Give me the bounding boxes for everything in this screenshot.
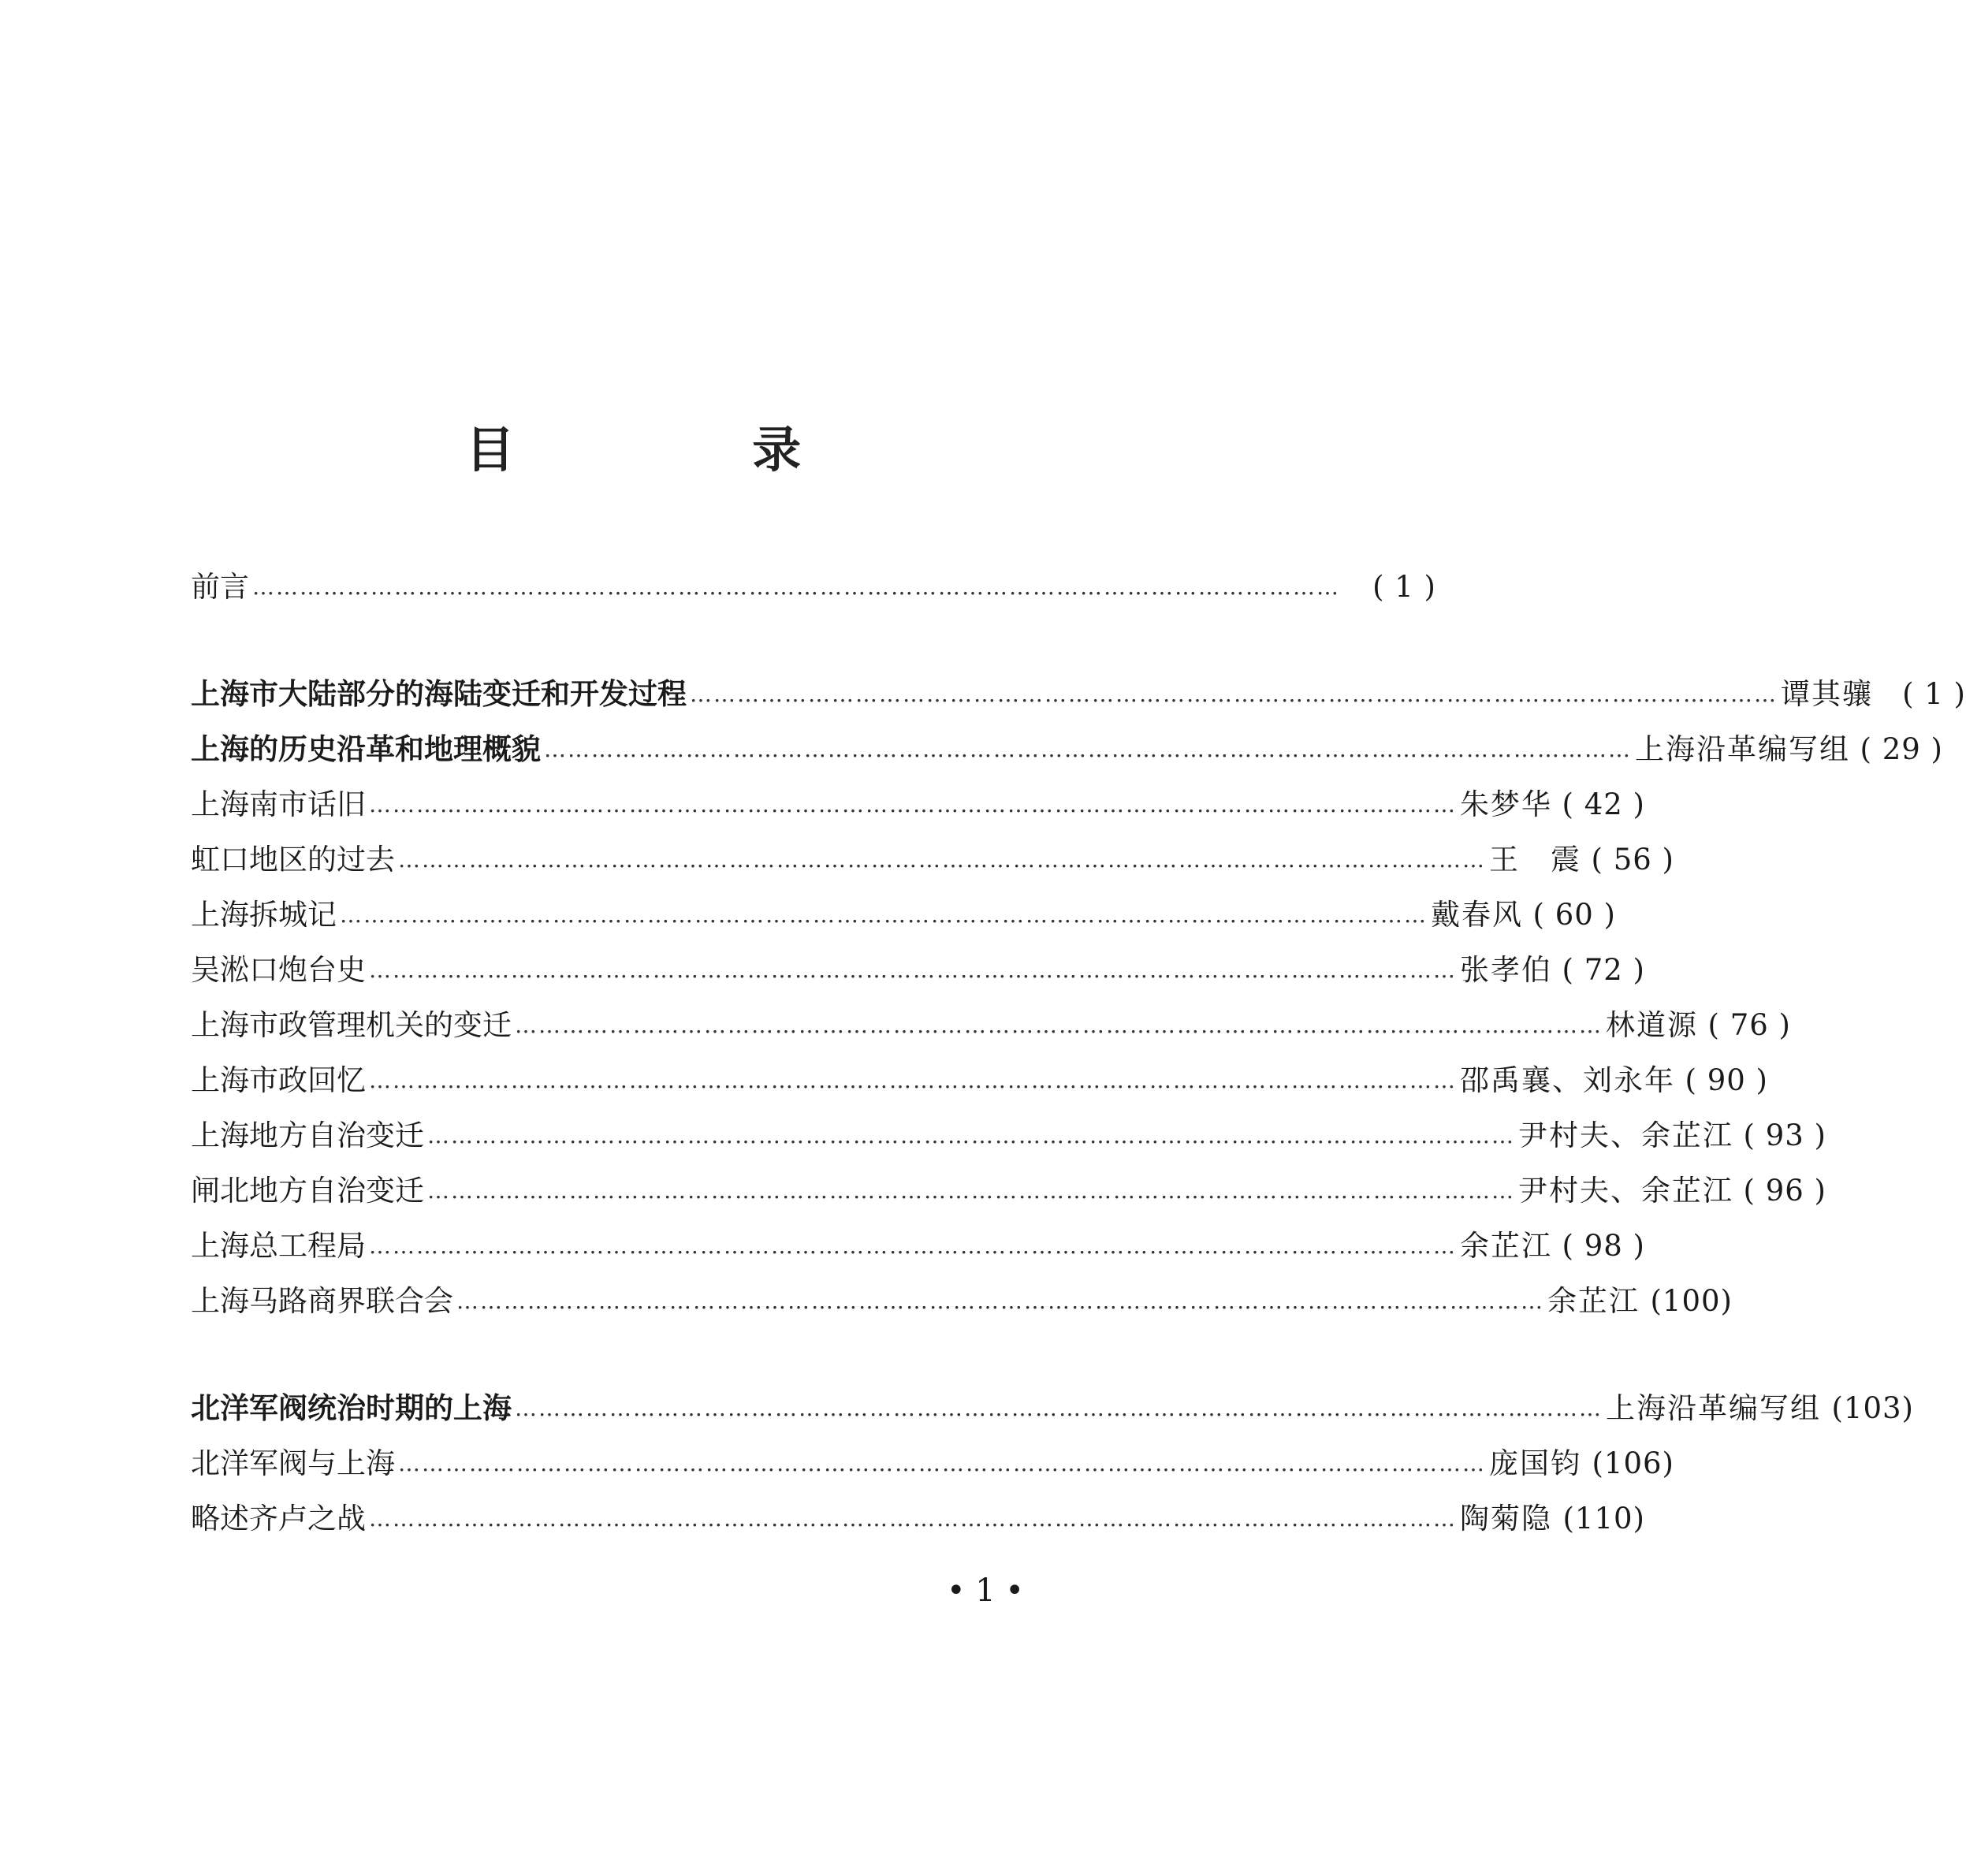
toc-entry-author: 王 震 [1489, 843, 1581, 877]
toc-leader-dots: ………………………………………………………………………………………………………………………… [515, 1012, 1603, 1038]
toc-leader-dots: ………………………………………………………………………………………………………………………… [690, 681, 1778, 707]
toc-entry-page: ( 60 ) [1532, 898, 1616, 932]
toc-leader-dots: ………………………………………………………………………………………………………………………… [369, 791, 1457, 817]
toc-entry-title: 上海地方自治变迁 [191, 1119, 424, 1152]
toc-leader-dots: ………………………………………………………………………………………………………………………… [398, 847, 1486, 873]
toc-entry [191, 1053, 1768, 1108]
toc-entry [191, 1436, 1674, 1491]
toc-leader-dots: ………………………………………………………………………………………………………………………… [369, 957, 1457, 983]
toc-entry-author: 谭其骧 [1781, 677, 1873, 711]
page-number: • 1 • [946, 1573, 1025, 1609]
table-of-contents [191, 560, 1966, 1547]
toc-entry-title: 上海的历史沿革和地理概貌 [191, 732, 541, 766]
toc-entry-page: ( 98 ) [1562, 1229, 1645, 1263]
page-title: 目 录 [465, 421, 912, 478]
toc-leader-dots: ………………………………………………………………………………………………………………………… [427, 1122, 1515, 1148]
toc-entry-page: (110) [1562, 1502, 1645, 1535]
toc-entry-author: 邵禹襄、刘永年 [1460, 1063, 1675, 1097]
toc-entry-page: ( 93 ) [1743, 1119, 1826, 1152]
toc-entry-title: 上海马路商界联合会 [191, 1284, 453, 1318]
toc-entry [191, 1274, 1733, 1329]
toc-entry-author: 戴春风 [1431, 898, 1523, 932]
toc-entry [191, 667, 1966, 722]
toc-entry-title: 北洋军阀统治时期的上海 [191, 1391, 512, 1425]
toc-entry [191, 722, 1943, 777]
toc-entry-page: ( 1 ) [1902, 677, 1966, 711]
toc-entry-page: (106) [1592, 1446, 1674, 1480]
toc-section [191, 560, 1436, 615]
toc-entry-page: ( 76 ) [1707, 1008, 1791, 1042]
toc-entry-title: 略述齐卢之战 [191, 1502, 366, 1535]
toc-entry-title: 闸北地方自治变迁 [191, 1174, 424, 1208]
toc-entry [191, 1381, 1914, 1436]
toc-entry-author: 尹村夫、余芷江 [1518, 1119, 1733, 1152]
toc-entry-author: 林道源 [1606, 1008, 1698, 1042]
toc-entry [191, 777, 1645, 832]
toc-entry [191, 560, 1436, 615]
toc-leader-dots: ………………………………………………………………………………………………………………………… [369, 1067, 1457, 1093]
toc-entry-author: 上海沿革编写组 [1606, 1391, 1821, 1425]
toc-entry [191, 943, 1645, 998]
toc-section [191, 667, 1966, 1329]
toc-leader-dots: ………………………………………………………………………………………………………………………… [515, 1395, 1603, 1421]
toc-entry-title: 上海市政回忆 [191, 1063, 366, 1097]
toc-entry [191, 1108, 1826, 1163]
toc-entry-title: 虹口地区的过去 [191, 843, 395, 877]
toc-entry-author: 余芷江 [1460, 1229, 1552, 1263]
toc-leader-dots: ………………………………………………………………………………………………………………………… [456, 1288, 1544, 1314]
toc-leader-dots: ………………………………………………………………………………………………………………………… [398, 1450, 1486, 1476]
toc-entry-title: 上海总工程局 [191, 1229, 366, 1263]
toc-leader-dots: ………………………………………………………………………………………………………………………… [369, 1233, 1457, 1259]
toc-entry-page: (100) [1650, 1284, 1733, 1318]
toc-leader-dots: ………………………………………………………………………………………………………………………… [544, 736, 1632, 762]
toc-entry-title: 上海拆城记 [191, 898, 337, 932]
toc-entry-author: 余芷江 [1547, 1284, 1640, 1318]
toc-entry-title: 吴淞口炮台史 [191, 953, 366, 987]
toc-entry-title: 北洋军阀与上海 [191, 1446, 395, 1480]
toc-entry-title: 前言 [191, 570, 249, 604]
toc-entry-author: 庞国钧 [1489, 1446, 1581, 1480]
toc-entry-title: 上海市大陆部分的海陆变迁和开发过程 [191, 677, 687, 711]
toc-leader-dots: ………………………………………………………………………………………………………………………… [427, 1178, 1515, 1204]
toc-entry-author: 朱梦华 [1460, 787, 1552, 821]
toc-leader-dots: ………………………………………………………………………………………………………………………… [340, 902, 1428, 928]
toc-entry-title: 上海市政管理机关的变迁 [191, 1008, 512, 1042]
toc-entry-author: 陶菊隐 [1460, 1502, 1552, 1535]
toc-entry-title: 上海南市话旧 [191, 787, 366, 821]
toc-entry-page: ( 72 ) [1562, 953, 1645, 987]
toc-entry-page: ( 42 ) [1562, 787, 1645, 821]
toc-entry [191, 1219, 1645, 1274]
toc-entry [191, 888, 1616, 943]
toc-entry-page: ( 90 ) [1685, 1063, 1768, 1097]
toc-entry [191, 998, 1791, 1053]
toc-entry-author: 上海沿革编写组 [1635, 732, 1850, 766]
toc-leader-dots: ………………………………………………………………………………………………………………………… [252, 574, 1340, 600]
toc-entry [191, 832, 1674, 888]
toc-entry-author: 尹村夫、余芷江 [1518, 1174, 1733, 1208]
toc-section [191, 1381, 1914, 1547]
toc-entry [191, 1491, 1645, 1547]
toc-entry-page: ( 96 ) [1743, 1174, 1826, 1208]
toc-entry-page: ( 56 ) [1591, 843, 1674, 877]
toc-entry-page: ( 1 ) [1372, 570, 1436, 604]
toc-entry-author: 张孝伯 [1460, 953, 1552, 987]
toc-entry-page: (103) [1831, 1391, 1914, 1425]
toc-entry [191, 1163, 1826, 1219]
toc-leader-dots: ………………………………………………………………………………………………………………………… [369, 1506, 1457, 1532]
toc-entry-page: ( 29 ) [1860, 732, 1943, 766]
